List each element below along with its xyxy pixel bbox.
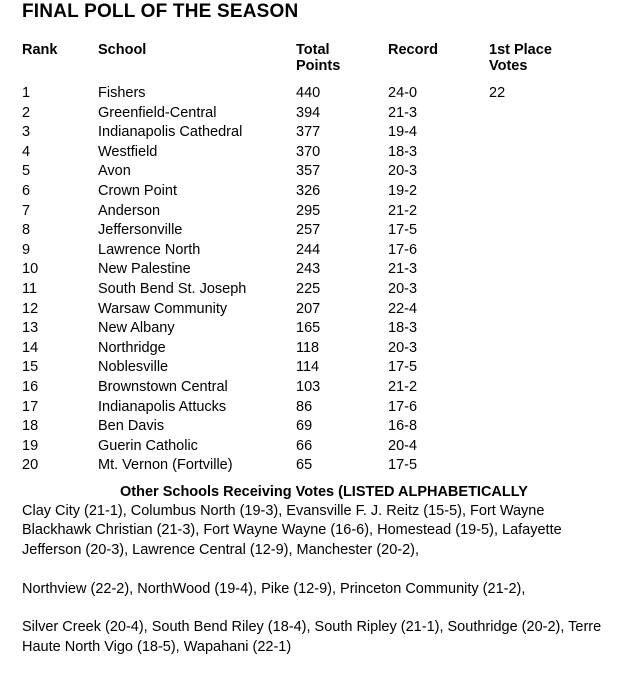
page-title: FINAL POLL OF THE SEASON bbox=[22, 1, 299, 22]
column-header-school: School bbox=[98, 42, 147, 58]
cell-first-place-votes bbox=[489, 182, 589, 202]
cell-total-points: 326 bbox=[296, 182, 321, 199]
cell-total-points: 103 bbox=[296, 378, 321, 395]
cell-first-place-votes bbox=[489, 398, 589, 418]
cell-record: 19-4 bbox=[388, 124, 418, 141]
cell-school: Anderson bbox=[98, 202, 161, 219]
other-schools-paragraph-3: Silver Creek (20-4), South Bend Riley (18-4), South Ripley (21-1), Southridge (20-2), Terre Haute North Vigo (18-5), Wapahani (22-1) bbox=[22, 619, 602, 655]
cell-school: Westfield bbox=[98, 143, 158, 160]
cell-school: Lawrence North bbox=[98, 241, 201, 258]
cell-rank: 1 bbox=[22, 85, 31, 101]
cell-first-place-votes bbox=[489, 437, 589, 457]
cell-record: 22-4 bbox=[388, 300, 418, 317]
cell-record: 17-5 bbox=[388, 222, 418, 239]
other-schools-paragraph-2: Northview (22-2), NorthWood (19-4), Pike (12-9), Princeton Community (21-2), bbox=[22, 580, 526, 597]
cell-rank: 8 bbox=[22, 222, 31, 239]
table-row bbox=[22, 339, 589, 359]
cell-rank: 13 bbox=[22, 320, 39, 337]
cell-record: 21-2 bbox=[388, 378, 418, 395]
cell-school: New Palestine bbox=[98, 261, 191, 278]
cell-first-place-votes bbox=[489, 339, 589, 359]
cell-record: 17-5 bbox=[388, 457, 418, 474]
cell-school: Crown Point bbox=[98, 182, 177, 199]
cell-record: 17-6 bbox=[388, 241, 418, 258]
cell-first-place-votes bbox=[489, 162, 589, 182]
table-row bbox=[22, 417, 589, 437]
cell-rank: 17 bbox=[22, 398, 39, 415]
table-row bbox=[22, 143, 589, 163]
cell-first-place-votes bbox=[489, 104, 589, 124]
cell-record: 18-3 bbox=[388, 143, 418, 160]
cell-rank: 16 bbox=[22, 378, 39, 395]
cell-total-points: 165 bbox=[296, 320, 321, 337]
table-row bbox=[22, 241, 589, 261]
cell-record: 19-2 bbox=[388, 182, 418, 199]
cell-total-points: 257 bbox=[296, 222, 321, 239]
cell-total-points: 377 bbox=[296, 124, 321, 141]
table-row bbox=[22, 358, 589, 378]
cell-rank: 15 bbox=[22, 359, 39, 376]
cell-school: Ben Davis bbox=[98, 418, 165, 435]
table-row bbox=[22, 202, 589, 222]
cell-school: New Albany bbox=[98, 320, 175, 337]
cell-first-place-votes bbox=[489, 417, 589, 437]
column-header-first-place-votes bbox=[489, 42, 589, 84]
table-row bbox=[22, 182, 589, 202]
cell-school: Avon bbox=[98, 163, 131, 180]
cell-total-points: 440 bbox=[296, 85, 321, 101]
table-body bbox=[22, 84, 589, 476]
cell-school: Fishers bbox=[98, 85, 146, 101]
table-row bbox=[22, 221, 589, 241]
cell-rank: 9 bbox=[22, 241, 31, 258]
column-header-total-points bbox=[296, 42, 388, 84]
cell-school: South Bend St. Joseph bbox=[98, 280, 247, 297]
cell-school: Greenfield-Central bbox=[98, 104, 217, 121]
cell-total-points: 394 bbox=[296, 104, 321, 121]
cell-record: 20-3 bbox=[388, 163, 418, 180]
cell-record: 17-5 bbox=[388, 359, 418, 376]
cell-total-points: 118 bbox=[296, 339, 320, 356]
table-row bbox=[22, 398, 589, 418]
cell-first-place-votes bbox=[489, 202, 589, 222]
cell-record: 18-3 bbox=[388, 320, 418, 337]
cell-total-points: 357 bbox=[296, 163, 321, 180]
table-row bbox=[22, 162, 589, 182]
cell-total-points: 370 bbox=[296, 143, 321, 160]
cell-record: 24-0 bbox=[388, 85, 418, 101]
table-row bbox=[22, 378, 589, 398]
cell-total-points: 207 bbox=[296, 300, 321, 317]
cell-first-place-votes bbox=[489, 221, 589, 241]
cell-total-points: 65 bbox=[296, 457, 313, 474]
cell-first-place-votes bbox=[489, 378, 589, 398]
column-header-rank: Rank bbox=[22, 42, 58, 58]
cell-rank: 6 bbox=[22, 182, 31, 199]
cell-first-place-votes bbox=[489, 300, 589, 320]
cell-record: 20-3 bbox=[388, 280, 418, 297]
table-row bbox=[22, 300, 589, 320]
cell-first-place-votes bbox=[489, 319, 589, 339]
cell-record: 21-3 bbox=[388, 104, 418, 121]
other-schools-list bbox=[0, 502, 624, 658]
cell-rank: 5 bbox=[22, 163, 31, 180]
cell-rank: 12 bbox=[22, 300, 39, 317]
cell-school: Noblesville bbox=[98, 359, 169, 376]
cell-school: Northridge bbox=[98, 339, 166, 356]
cell-school: Guerin Catholic bbox=[98, 437, 198, 454]
cell-school: Jeffersonville bbox=[98, 222, 183, 239]
cell-rank: 19 bbox=[22, 437, 39, 454]
table-row bbox=[22, 104, 589, 124]
cell-total-points: 243 bbox=[296, 261, 321, 278]
column-header-total-points-label: Total Points bbox=[296, 42, 341, 74]
table-row bbox=[22, 437, 589, 457]
cell-total-points: 295 bbox=[296, 202, 321, 219]
cell-total-points: 66 bbox=[296, 437, 313, 454]
cell-first-place-votes: 22 bbox=[489, 85, 506, 101]
cell-rank: 4 bbox=[22, 143, 31, 160]
cell-record: 16-8 bbox=[388, 418, 418, 435]
cell-rank: 7 bbox=[22, 202, 31, 219]
cell-first-place-votes bbox=[489, 241, 589, 261]
cell-school: Warsaw Community bbox=[98, 300, 228, 317]
cell-record: 20-4 bbox=[388, 437, 418, 454]
cell-school: Mt. Vernon (Fortville) bbox=[98, 457, 233, 474]
table-row bbox=[22, 123, 589, 143]
cell-first-place-votes bbox=[489, 260, 589, 280]
cell-first-place-votes bbox=[489, 456, 589, 476]
cell-record: 17-6 bbox=[388, 398, 418, 415]
other-schools-paragraph-1: Clay City (21-1), Columbus North (19-3), Evansville F. J. Reitz (15-5), Fort Wayne Blackhawk Christian (21-3), Fort Wayne Wayne (16-6), Homestead (19-5), Lafayette Jefferson (20-3), Lawrence Central (12-9), Manchester (20-2), bbox=[22, 502, 562, 559]
cell-first-place-votes bbox=[489, 358, 589, 378]
cell-record: 21-3 bbox=[388, 261, 418, 278]
cell-rank: 2 bbox=[22, 104, 31, 121]
table-header bbox=[22, 42, 589, 84]
cell-first-place-votes bbox=[489, 143, 589, 163]
table-row bbox=[22, 280, 589, 300]
cell-total-points: 244 bbox=[296, 241, 321, 258]
column-header-record: Record bbox=[388, 42, 438, 58]
cell-total-points: 69 bbox=[296, 418, 313, 435]
column-header-first-place-votes-label: 1st Place Votes bbox=[489, 42, 552, 74]
cell-school: Indianapolis Attucks bbox=[98, 398, 227, 415]
cell-rank: 14 bbox=[22, 339, 39, 356]
cell-record: 20-3 bbox=[388, 339, 418, 356]
cell-total-points: 86 bbox=[296, 398, 313, 415]
cell-rank: 3 bbox=[22, 124, 31, 141]
cell-school: Indianapolis Cathedral bbox=[98, 124, 243, 141]
cell-rank: 18 bbox=[22, 418, 39, 435]
other-schools-heading: Other Schools Receiving Votes (LISTED ALPHABETICALLY bbox=[120, 483, 528, 500]
cell-rank: 20 bbox=[22, 457, 39, 474]
table-row bbox=[22, 84, 589, 104]
table-row bbox=[22, 319, 589, 339]
cell-school: Brownstown Central bbox=[98, 378, 228, 395]
cell-first-place-votes bbox=[489, 123, 589, 143]
cell-total-points: 225 bbox=[296, 280, 321, 297]
table-header-row bbox=[22, 42, 589, 84]
cell-total-points: 114 bbox=[296, 359, 320, 376]
cell-rank: 11 bbox=[22, 280, 38, 297]
table-row bbox=[22, 260, 589, 280]
cell-rank: 10 bbox=[22, 261, 39, 278]
table-row bbox=[22, 456, 589, 476]
poll-table bbox=[22, 42, 589, 476]
cell-record: 21-2 bbox=[388, 202, 418, 219]
cell-first-place-votes bbox=[489, 280, 589, 300]
